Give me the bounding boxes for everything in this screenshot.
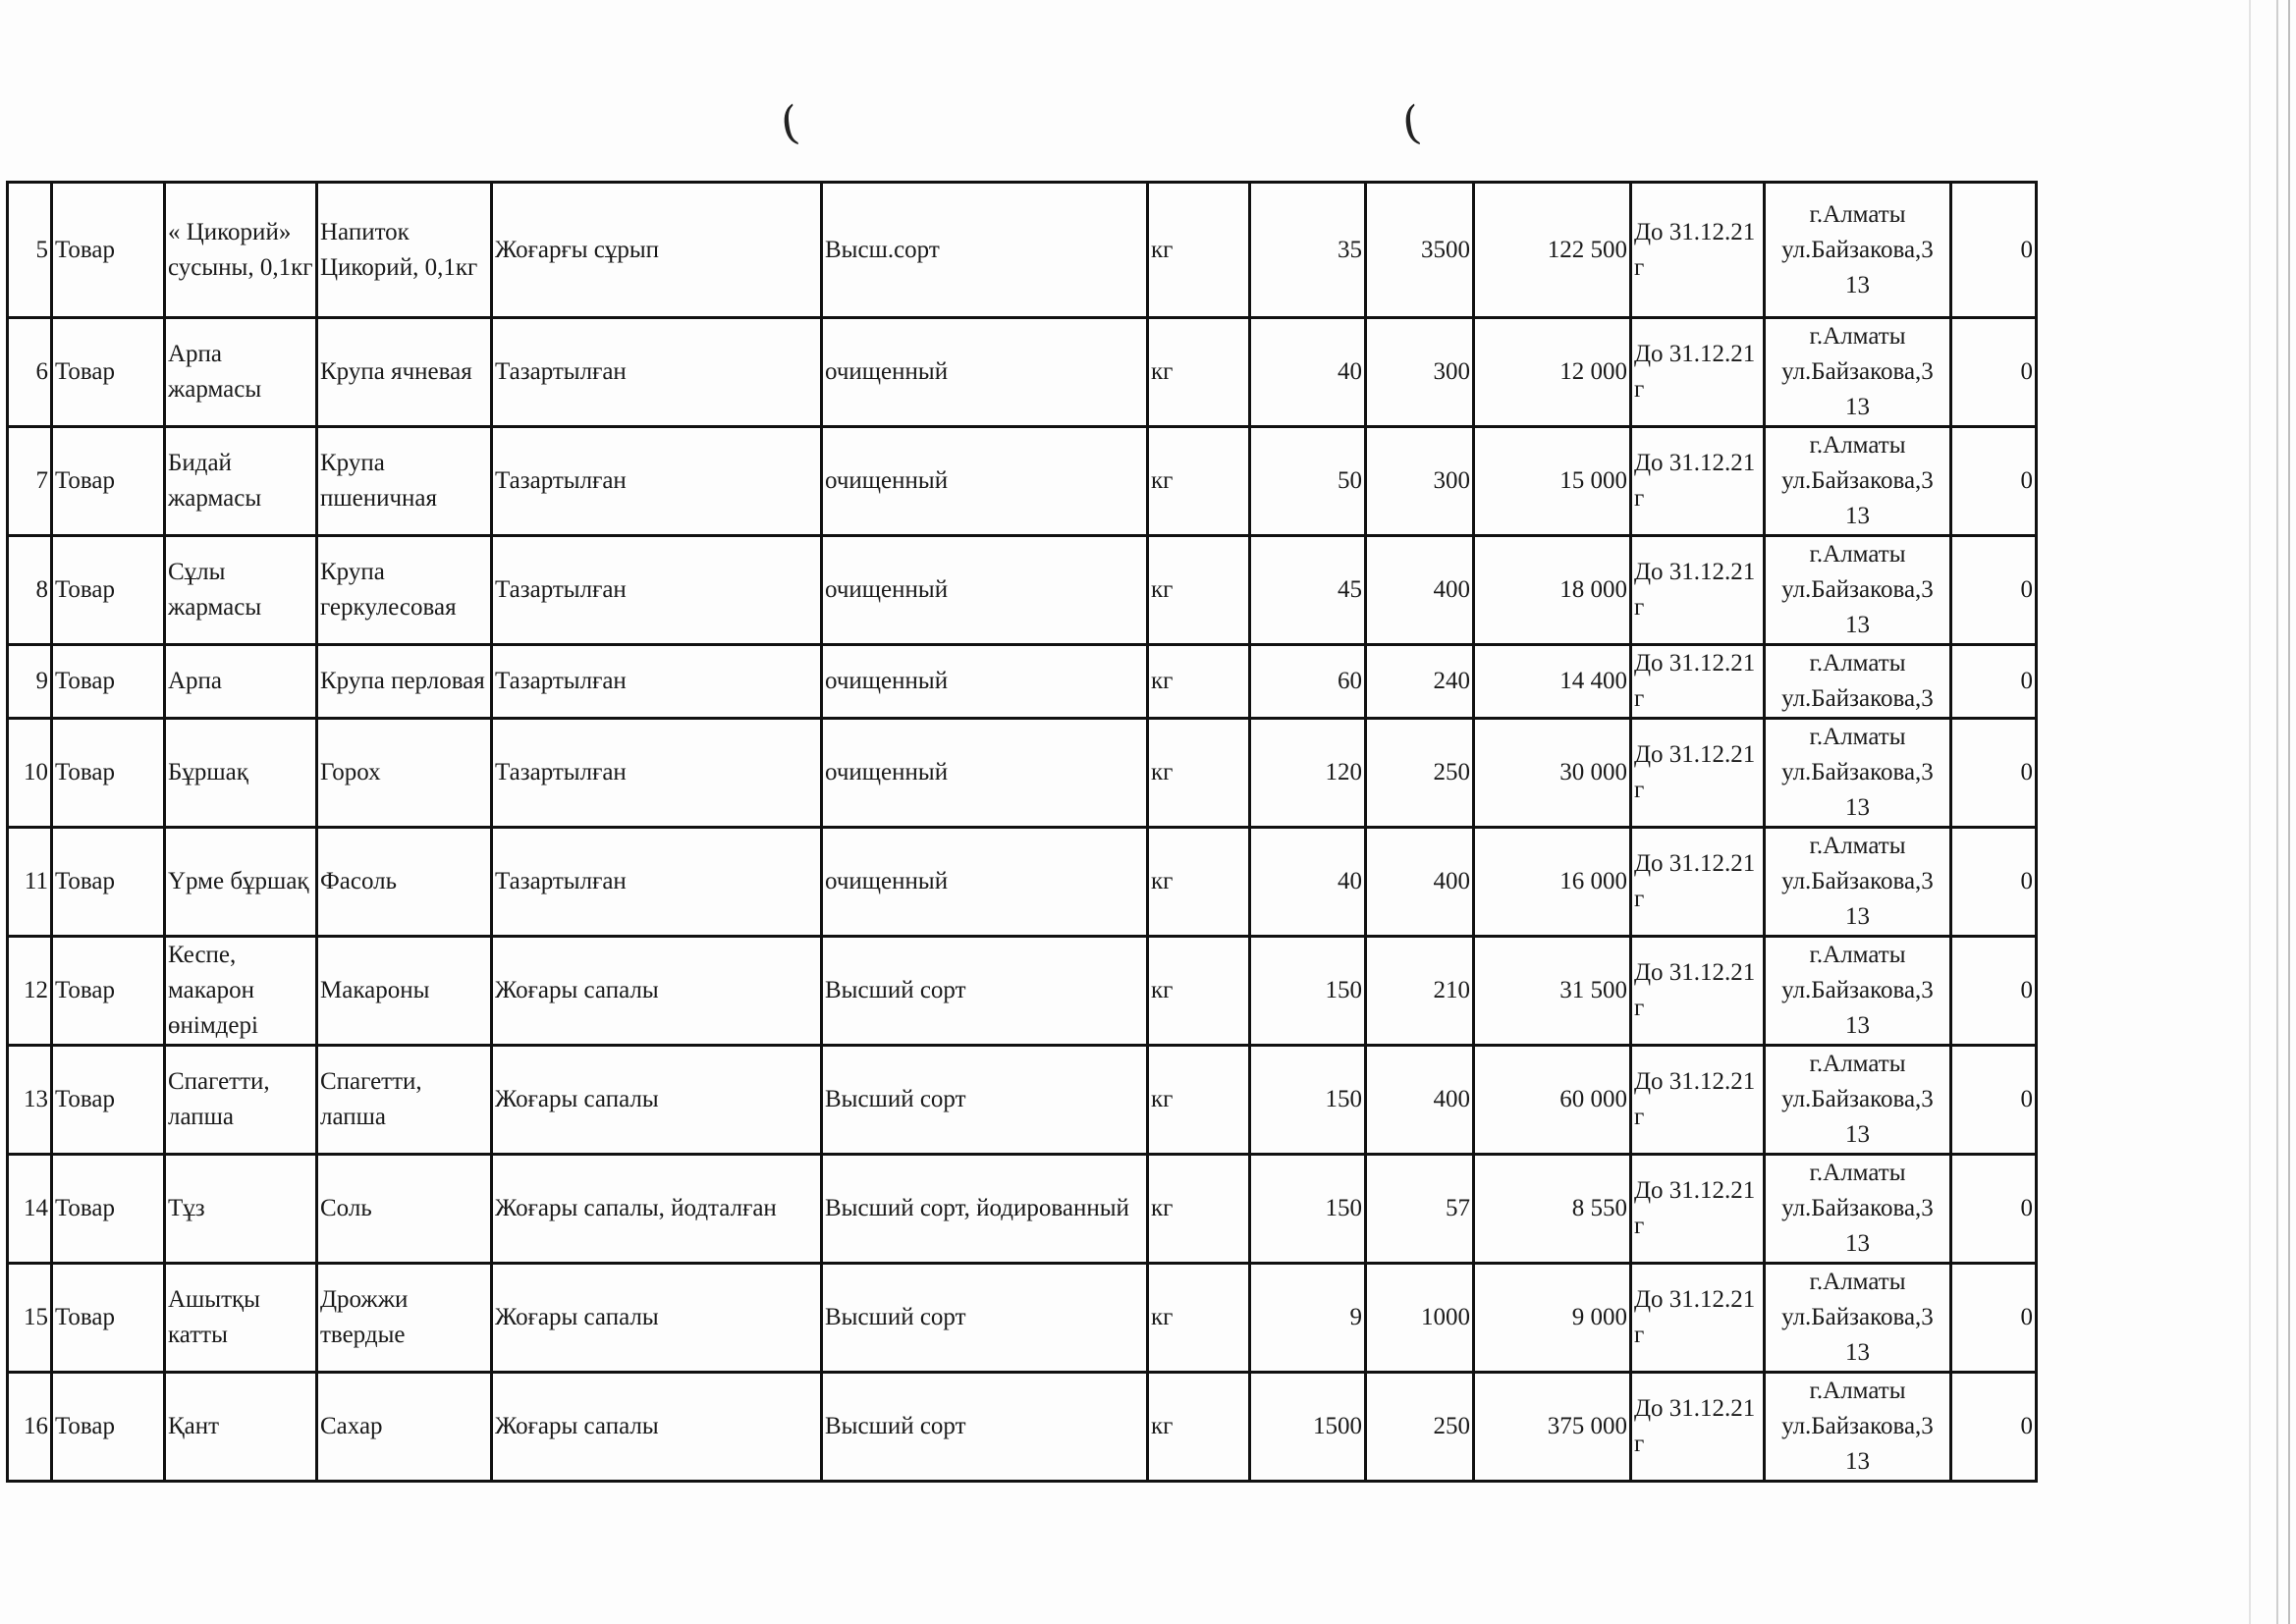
table-row: [8, 183, 2037, 318]
table-row: [8, 1373, 2037, 1482]
cell-price: 400: [1366, 536, 1474, 645]
cell-sum: 15 000: [1474, 427, 1631, 536]
cell-name-ru: Напиток Цикорий, 0,1кг: [317, 183, 492, 318]
cell-spec-kz: Тазартылған: [492, 828, 822, 937]
cell-price: 300: [1366, 427, 1474, 536]
cell-row-number: 5: [8, 183, 52, 318]
cell-delivery-term: До 31.12.21 г: [1631, 1264, 1765, 1373]
cell-delivery-address: г.Алматы ул.Байзакова,3 13: [1765, 1373, 1951, 1482]
cell-unit: кг: [1148, 536, 1250, 645]
cell-quantity: 35: [1250, 183, 1366, 318]
cell-delivery-term: До 31.12.21 г: [1631, 828, 1765, 937]
cell-delivery-term: До 31.12.21 г: [1631, 318, 1765, 427]
table-row: [8, 1155, 2037, 1264]
cell-sum: 375 000: [1474, 1373, 1631, 1482]
cell-name-kz: Арпа жармасы: [165, 318, 317, 427]
cell-spec-ru: очищенный: [822, 318, 1148, 427]
cell-price: 210: [1366, 937, 1474, 1046]
cell-unit: кг: [1148, 937, 1250, 1046]
cell-unit: кг: [1148, 828, 1250, 937]
cell-item-type: Товар: [52, 1155, 165, 1264]
cell-name-kz: Сұлы жармасы: [165, 536, 317, 645]
cell-name-ru: Сахар: [317, 1373, 492, 1482]
cell-row-number: 9: [8, 645, 52, 719]
cell-unit: кг: [1148, 318, 1250, 427]
cell-name-kz: Үрме бұршақ: [165, 828, 317, 937]
cell-sum: 8 550: [1474, 1155, 1631, 1264]
cell-delivery-term: До 31.12.21 г: [1631, 536, 1765, 645]
cell-spec-ru: Высший сорт: [822, 1264, 1148, 1373]
cell-advance: 0: [1951, 828, 2037, 937]
cell-row-number: 15: [8, 1264, 52, 1373]
cell-sum: 60 000: [1474, 1046, 1631, 1155]
cell-sum: 9 000: [1474, 1264, 1631, 1373]
cell-row-number: 12: [8, 937, 52, 1046]
cell-name-kz: Спагетти, лапша: [165, 1046, 317, 1155]
cell-advance: 0: [1951, 1155, 2037, 1264]
cell-price: 1000: [1366, 1264, 1474, 1373]
cell-quantity: 40: [1250, 828, 1366, 937]
table-body: [8, 183, 2037, 1482]
cell-delivery-address: г.Алматы ул.Байзакова,3 13: [1765, 828, 1951, 937]
cell-name-ru: Соль: [317, 1155, 492, 1264]
table-row: [8, 1046, 2037, 1155]
cell-spec-ru: Высш.сорт: [822, 183, 1148, 318]
cell-price: 400: [1366, 1046, 1474, 1155]
table-row: [8, 937, 2037, 1046]
cell-advance: 0: [1951, 183, 2037, 318]
cell-delivery-address: г.Алматы ул.Байзакова,3 13: [1765, 1046, 1951, 1155]
table-row: [8, 427, 2037, 536]
cell-spec-ru: очищенный: [822, 427, 1148, 536]
cell-item-type: Товар: [52, 1264, 165, 1373]
cell-quantity: 60: [1250, 645, 1366, 719]
cell-name-kz: Арпа: [165, 645, 317, 719]
cell-price: 300: [1366, 318, 1474, 427]
cell-spec-ru: Высший сорт: [822, 937, 1148, 1046]
cell-spec-kz: Жоғары сапалы: [492, 1373, 822, 1482]
cell-quantity: 150: [1250, 937, 1366, 1046]
cell-delivery-address: г.Алматы ул.Байзакова,3 13: [1765, 937, 1951, 1046]
cell-quantity: 45: [1250, 536, 1366, 645]
cell-delivery-term: До 31.12.21 г: [1631, 645, 1765, 719]
cell-spec-ru: Высший сорт, йодированный: [822, 1155, 1148, 1264]
cell-spec-kz: Жоғары сапалы, йодталған: [492, 1155, 822, 1264]
cell-name-ru: Крупа ячневая: [317, 318, 492, 427]
cell-spec-kz: Тазартылған: [492, 719, 822, 828]
cell-delivery-address: г.Алматы ул.Байзакова,3: [1765, 645, 1951, 719]
cell-item-type: Товар: [52, 536, 165, 645]
cell-unit: кг: [1148, 1155, 1250, 1264]
cell-item-type: Товар: [52, 318, 165, 427]
cell-sum: 30 000: [1474, 719, 1631, 828]
cell-name-kz: « Цикорий» сусыны, 0,1кг: [165, 183, 317, 318]
cell-unit: кг: [1148, 427, 1250, 536]
cell-advance: 0: [1951, 536, 2037, 645]
cell-row-number: 14: [8, 1155, 52, 1264]
cell-spec-kz: Жоғарғы сұрып: [492, 183, 822, 318]
cell-delivery-term: До 31.12.21 г: [1631, 719, 1765, 828]
cell-advance: 0: [1951, 937, 2037, 1046]
cell-spec-kz: Жоғары сапалы: [492, 1264, 822, 1373]
scan-edge-line: [2249, 0, 2251, 1624]
cell-item-type: Товар: [52, 427, 165, 536]
scan-edge-line: [2276, 0, 2278, 1624]
cell-name-ru: Крупа пшеничная: [317, 427, 492, 536]
cell-name-ru: Спагетти, лапша: [317, 1046, 492, 1155]
cell-sum: 122 500: [1474, 183, 1631, 318]
scan-edge-line: [2288, 0, 2290, 1624]
cell-spec-ru: очищенный: [822, 828, 1148, 937]
cell-quantity: 9: [1250, 1264, 1366, 1373]
cell-item-type: Товар: [52, 937, 165, 1046]
cell-advance: 0: [1951, 1373, 2037, 1482]
cell-item-type: Товар: [52, 828, 165, 937]
cell-delivery-term: До 31.12.21 г: [1631, 1155, 1765, 1264]
cell-unit: кг: [1148, 1264, 1250, 1373]
cell-row-number: 11: [8, 828, 52, 937]
cell-delivery-address: г.Алматы ул.Байзакова,3 13: [1765, 318, 1951, 427]
cell-name-kz: Қант: [165, 1373, 317, 1482]
cell-advance: 0: [1951, 1046, 2037, 1155]
cell-name-ru: Макароны: [317, 937, 492, 1046]
cell-unit: кг: [1148, 645, 1250, 719]
cell-quantity: 150: [1250, 1046, 1366, 1155]
cell-name-kz: Тұз: [165, 1155, 317, 1264]
table-row: [8, 1264, 2037, 1373]
cell-quantity: 150: [1250, 1155, 1366, 1264]
table-row: [8, 719, 2037, 828]
cell-price: 240: [1366, 645, 1474, 719]
cell-advance: 0: [1951, 719, 2037, 828]
cell-quantity: 40: [1250, 318, 1366, 427]
cell-price: 250: [1366, 719, 1474, 828]
cell-spec-ru: очищенный: [822, 645, 1148, 719]
cell-delivery-address: г.Алматы ул.Байзакова,3 13: [1765, 1155, 1951, 1264]
cell-item-type: Товар: [52, 1046, 165, 1155]
cell-quantity: 1500: [1250, 1373, 1366, 1482]
cell-quantity: 50: [1250, 427, 1366, 536]
cell-name-ru: Крупа перловая: [317, 645, 492, 719]
cell-name-ru: Фасоль: [317, 828, 492, 937]
cell-name-kz: Бұршақ: [165, 719, 317, 828]
table-row: [8, 645, 2037, 719]
cell-price: 3500: [1366, 183, 1474, 318]
cell-item-type: Товар: [52, 1373, 165, 1482]
cell-item-type: Товар: [52, 645, 165, 719]
cell-unit: кг: [1148, 183, 1250, 318]
cell-unit: кг: [1148, 719, 1250, 828]
cell-row-number: 6: [8, 318, 52, 427]
cell-sum: 31 500: [1474, 937, 1631, 1046]
cell-spec-kz: Тазартылған: [492, 318, 822, 427]
cell-unit: кг: [1148, 1046, 1250, 1155]
cell-name-kz: Ашытқы катты: [165, 1264, 317, 1373]
cell-price: 57: [1366, 1155, 1474, 1264]
cell-delivery-term: До 31.12.21 г: [1631, 937, 1765, 1046]
cell-row-number: 16: [8, 1373, 52, 1482]
cell-advance: 0: [1951, 1264, 2037, 1373]
cell-name-ru: Дрожжи твердые: [317, 1264, 492, 1373]
cell-sum: 18 000: [1474, 536, 1631, 645]
punch-hole-mark: (: [1398, 95, 1424, 150]
cell-row-number: 8: [8, 536, 52, 645]
cell-delivery-term: До 31.12.21 г: [1631, 427, 1765, 536]
cell-delivery-term: До 31.12.21 г: [1631, 183, 1765, 318]
cell-sum: 12 000: [1474, 318, 1631, 427]
cell-delivery-address: г.Алматы ул.Байзакова,3 13: [1765, 183, 1951, 318]
table-row: [8, 828, 2037, 937]
cell-sum: 14 400: [1474, 645, 1631, 719]
cell-spec-kz: Тазартылған: [492, 427, 822, 536]
cell-delivery-address: г.Алматы ул.Байзакова,3 13: [1765, 427, 1951, 536]
cell-advance: 0: [1951, 645, 2037, 719]
cell-delivery-address: г.Алматы ул.Байзакова,3 13: [1765, 1264, 1951, 1373]
cell-name-kz: Бидай жармасы: [165, 427, 317, 536]
cell-row-number: 13: [8, 1046, 52, 1155]
table-row: [8, 536, 2037, 645]
cell-unit: кг: [1148, 1373, 1250, 1482]
cell-price: 250: [1366, 1373, 1474, 1482]
cell-spec-ru: очищенный: [822, 719, 1148, 828]
cell-delivery-term: До 31.12.21 г: [1631, 1046, 1765, 1155]
cell-item-type: Товар: [52, 719, 165, 828]
cell-delivery-address: г.Алматы ул.Байзакова,3 13: [1765, 536, 1951, 645]
cell-spec-kz: Жоғары сапалы: [492, 937, 822, 1046]
cell-spec-kz: Жоғары сапалы: [492, 1046, 822, 1155]
cell-advance: 0: [1951, 318, 2037, 427]
cell-name-ru: Крупа геркулесовая: [317, 536, 492, 645]
cell-quantity: 120: [1250, 719, 1366, 828]
cell-spec-kz: Тазартылған: [492, 536, 822, 645]
cell-item-type: Товар: [52, 183, 165, 318]
cell-delivery-address: г.Алматы ул.Байзакова,3 13: [1765, 719, 1951, 828]
table-row: [8, 318, 2037, 427]
cell-spec-kz: Тазартылған: [492, 645, 822, 719]
cell-name-kz: Кеспе, макарон өнімдері: [165, 937, 317, 1046]
punch-hole-mark: (: [777, 95, 802, 150]
cell-spec-ru: Высший сорт: [822, 1373, 1148, 1482]
cell-sum: 16 000: [1474, 828, 1631, 937]
cell-row-number: 10: [8, 719, 52, 828]
cell-advance: 0: [1951, 427, 2037, 536]
cell-spec-ru: Высший сорт: [822, 1046, 1148, 1155]
cell-row-number: 7: [8, 427, 52, 536]
cell-delivery-term: До 31.12.21 г: [1631, 1373, 1765, 1482]
cell-name-ru: Горох: [317, 719, 492, 828]
cell-price: 400: [1366, 828, 1474, 937]
goods-table: [6, 181, 2038, 1483]
cell-spec-ru: очищенный: [822, 536, 1148, 645]
